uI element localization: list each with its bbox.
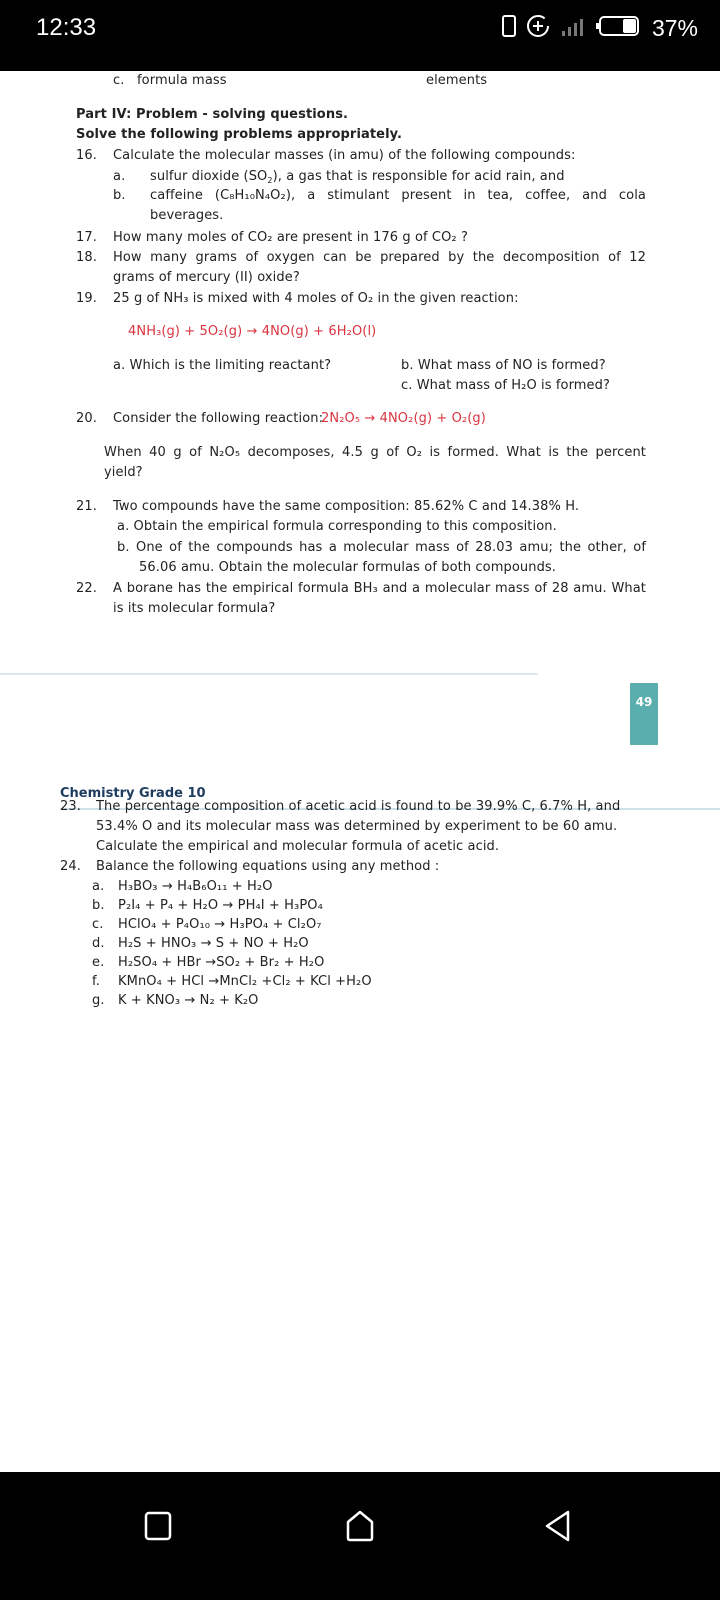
q18-num: 18.: [76, 250, 97, 265]
q24-b-eq: P₂I₄ + P₄ + H₂O → PH₄I + H₃PO₄: [118, 898, 323, 913]
q18-line1: How many grams of oxygen can be prepared by the decomposition of 12: [113, 250, 646, 265]
q19-equation: 4NH₃(g) + 5O₂(g) → 4NO(g) + 6H₂O(l): [128, 324, 377, 339]
q16-text: Calculate the molecular masses (in amu) of the following compounds:: [113, 148, 576, 163]
q20-line2: yield?: [104, 465, 143, 480]
q24-text: Balance the following equations using any method :: [96, 859, 440, 874]
q16-a-text: sulfur dioxide $(SO_2)$, a gas that is responsible for acid rain, and: [150, 169, 565, 185]
q24-b-label: b.: [92, 898, 105, 913]
q22-line1: A borane has the empirical formula BH₃ and a molecular mass of 28 amu. What: [113, 581, 646, 596]
q24-g-label: g.: [92, 993, 105, 1008]
q22-num: 22.: [76, 581, 97, 596]
q21-b-line2: 56.06 amu. Obtain the molecular formulas of both compounds.: [139, 560, 557, 575]
q20-equation: 2N₂O₅ → 4NO₂(g) + O₂(g): [321, 411, 486, 426]
q21-text: Two compounds have the same composition: 85.62% C and 14.38% H.: [113, 499, 580, 514]
q16-b-line1: caffeine (C₈H₁₀N₄O₂), a stimulant present in tea, coffee, and cola: [150, 188, 646, 203]
q20-line1: When 40 g of N₂O₅ decomposes, 4.5 g of O₂ is formed. What is the percent: [104, 445, 646, 460]
back-button[interactable]: [538, 1508, 578, 1548]
q19-b: b. What mass of NO is formed?: [401, 358, 606, 373]
signal-icon: [560, 16, 586, 40]
elements-text: elements: [426, 73, 488, 88]
battery-icon: [596, 15, 640, 41]
back-triangle-icon: [544, 1510, 572, 1546]
q16-b-label: b.: [113, 188, 126, 203]
q24-e-eq: H₂SO₄ + HBr →SO₂ + Br₂ + H₂O: [118, 955, 325, 970]
document-page[interactable]: [0, 71, 720, 1472]
q17-text: How many moles of CO₂ are present in 176 g of CO₂ ?: [113, 230, 468, 245]
q20-text: Consider the following reaction:: [113, 411, 324, 426]
q23-num: 23.: [60, 799, 81, 814]
q24-num: 24.: [60, 859, 81, 874]
q23-line3: Calculate the empirical and molecular formula of acetic acid.: [96, 839, 500, 854]
q24-a-label: a.: [92, 879, 105, 894]
q24-e-label: e.: [92, 955, 105, 970]
q17-num: 17.: [76, 230, 97, 245]
q19-c: c. What mass of H₂O is formed?: [401, 378, 611, 393]
q23-line2: 53.4% O and its molecular mass was determined by experiment to be 60 amu.: [96, 819, 618, 834]
q24-c-eq: HClO₄ + P₄O₁₀ → H₃PO₄ + Cl₂O₇: [118, 917, 322, 932]
q19-text: 25 g of NH₃ is mixed with 4 moles of O₂ in the given reaction:: [113, 291, 519, 306]
q24-d-label: d.: [92, 936, 105, 951]
navigation-bar: [0, 1472, 720, 1600]
q24-c-label: c.: [92, 917, 104, 932]
status-icons: [502, 14, 698, 42]
item-c-label: c.: [113, 73, 125, 88]
item-c-text: formula mass: [137, 73, 227, 88]
page-divider: [0, 673, 538, 675]
q24-a-eq: H₃BO₃ → H₄B₆O₁₁ + H₂O: [118, 879, 273, 894]
phone-outline-icon: [502, 15, 516, 41]
q19-a: a. Which is the limiting reactant?: [113, 358, 332, 373]
battery-percent: 37%: [651, 14, 698, 41]
q16-num: 16.: [76, 148, 97, 163]
q22-line2: is its molecular formula?: [113, 601, 276, 616]
q23-line1: The percentage composition of acetic acid is found to be 39.9% C, 6.7% H, and: [96, 799, 621, 814]
page-number-tab: 49: [630, 683, 658, 745]
home-button[interactable]: [340, 1508, 380, 1548]
q21-num: 21.: [76, 499, 97, 514]
q24-f-label: f.: [92, 974, 100, 989]
q20-num: 20.: [76, 411, 97, 426]
recents-square-icon: [144, 1511, 172, 1545]
home-icon: [345, 1510, 375, 1546]
q21-b-line1: b. One of the compounds has a molecular mass of 28.03 amu; the other, of: [117, 540, 646, 555]
q18-line2: grams of mercury (II) oxide?: [113, 270, 300, 285]
running-header: Chemistry Grade 10: [60, 786, 206, 801]
part-title: Part IV: Problem - solving questions.: [76, 107, 349, 122]
status-bar: [0, 0, 720, 71]
q19-num: 19.: [76, 291, 97, 306]
q24-d-eq: H₂S + HNO₃ → S + NO + H₂O: [118, 936, 309, 951]
q16-a-label: a.: [113, 169, 126, 184]
q16-b-line2: beverages.: [150, 208, 224, 223]
q21-a: a. Obtain the empirical formula corresponding to this composition.: [117, 519, 557, 534]
part-instruction: Solve the following problems appropriately.: [76, 127, 403, 142]
q24-g-eq: K + KNO₃ → N₂ + K₂O: [118, 993, 259, 1008]
q24-f-eq: KMnO₄ + HCl →MnCl₂ +Cl₂ + KCl +H₂O: [118, 974, 372, 989]
status-time: 12:33: [36, 14, 97, 41]
data-saver-icon: [526, 14, 550, 42]
recents-button[interactable]: [138, 1508, 178, 1548]
